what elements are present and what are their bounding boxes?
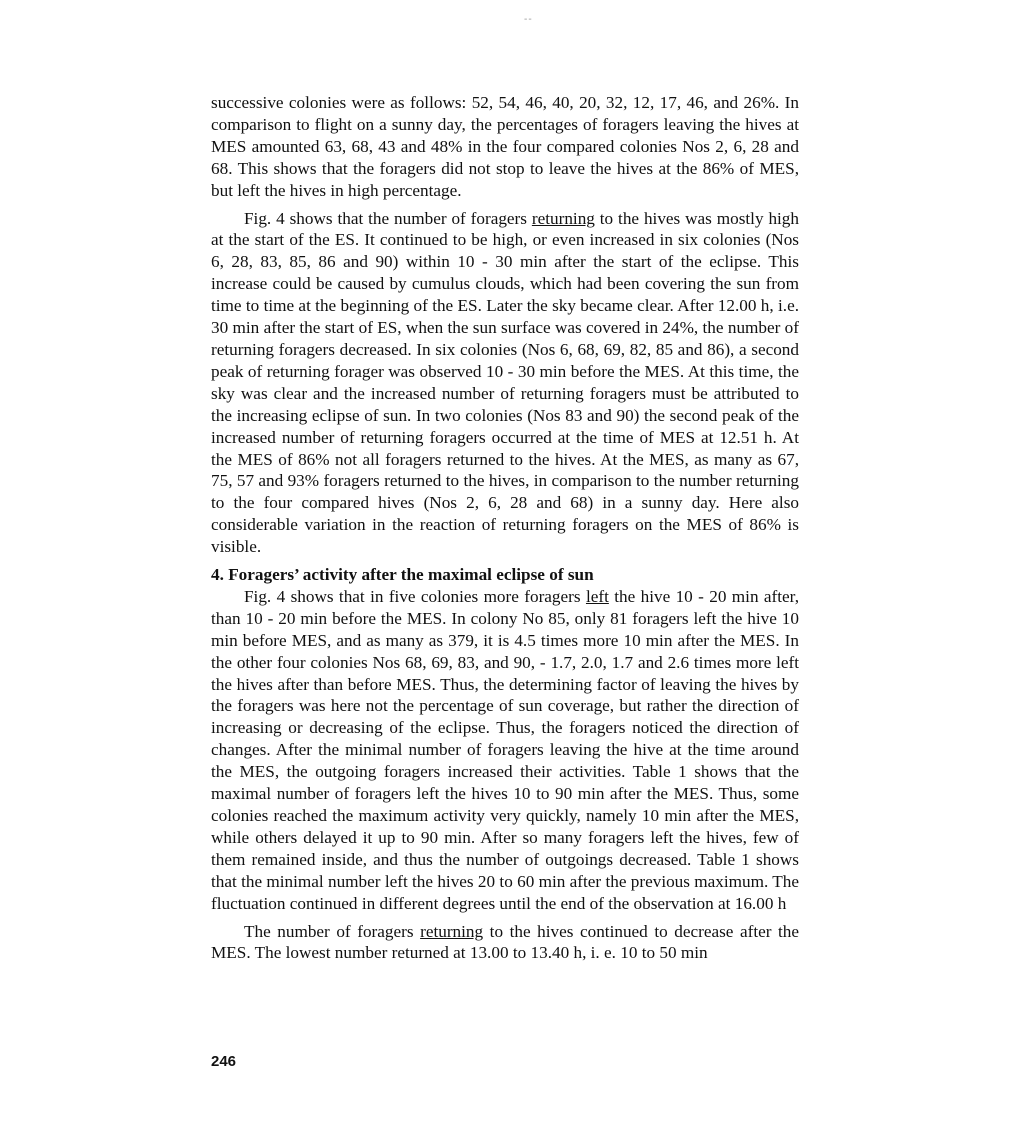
section-heading: 4. Foragers’ activity after the maximal eclipse of sun [211,565,594,585]
paragraph-2-text-b: to the hives was mostly high at the start of the ES. It continued to be high, or even increased in six colonies (Nos 6, 28, 83, 85, 86 and 90) within 10 - 30 min after the start of the eclipse. This increase could be caused by cumulus clouds, which had been covering the sun from time to time at the beginning of the ES. Later the sky became clear. After 12.00 h, i.e. 30 min after the start of ES, when the sun surface was covered in 24%, the number of returning foragers decreased. In six colonies (Nos 6, 68, 69, 82, 85 and 86), a second peak of returning forager was observed 10 - 30 min before the MES. At this time, the sky was clear and the increased number of returning foragers must be attributed to the increasing eclipse of sun. In two colonies (Nos 83 and 90) the second peak of the increased number of returning foragers occurred at the time of MES at 12.51 h. At the MES of 86% not all foragers returned to the hives. At the MES, as many as 67, 75, 57 and 93% foragers returned to the hives, in comparison to the number returning to the four compared hives (Nos 2, 6, 28 and 68) in a sunny day. Here also considerable variation in the reaction of returning foragers on the MES of 86% is visible. [211,208,799,557]
underlined-word-left: left [585,586,609,606]
paragraph-4 [211,921,799,965]
scan-mark: -- [524,14,533,25]
page-body [211,92,799,964]
paragraph-4-text-b: to the hives continued to decrease after the MES. The lowest number returned at 13.00 to 13.40 h, i. e. 10 to 50 min [211,921,799,963]
paragraph-1: successive colonies were as follows: 52, 54, 46, 40, 20, 32, 12, 17, 46, and 26%. In comparison to flight on a sunny day, the percentages of foragers leaving the hives at MES amounted 63, 68, 43 and 48% in the four compared colonies Nos 2, 6, 28 and 68. This shows that the foragers did not stop to leave the hives at the 86% of MES, but left the hives in high percentage. [211,93,799,200]
paragraph-3 [211,586,799,915]
paragraph-2 [211,208,799,559]
paragraph-4-text-a: The number of foragers [244,921,421,941]
paragraph-3-text-b: the hive 10 - 20 min after, than 10 - 20 min before the MES. In colony No 85, only 81 foragers left the hive 10 min before MES, and as many as 379, it is 4.5 times more 10 min after the MES. In the other four colonies Nos 68, 69, 83, and 90, - 1.7, 2.0, 1.7 and 2.6 times more left the hives after than before MES. Thus, the determining factor of leaving the hives by the foragers was here not the percentage of sun coverage, but rather the direction of increasing or decreasing of the eclipse. Thus, the foragers noticed the direction of changes. After the minimal number of foragers leaving the hive at the time around the MES, the outgoing foragers increased their activities. Table 1 shows that the maximal number of foragers left the hives 10 to 90 min after the MES. Thus, some colonies reached the maximum activity very quickly, namely 10 min after the MES, while others delayed it up to 90 min. After so many foragers left the hives, few of them remained inside, and thus the number of outgoings decreased. Table 1 shows that the minimal number left the hives 20 to 60 min after the previous maximum. The fluctuation continued in different degrees until the end of the observation at 16.00 h [211,586,800,913]
underlined-word-returning-2: returning [420,921,484,941]
paragraph-2-text-a: Fig. 4 shows that the number of foragers [244,208,532,228]
underlined-word-returning: returning [531,208,595,228]
paragraph-3-text-a: Fig. 4 shows that in five colonies more foragers [244,586,586,606]
page-number: 246 [211,1053,237,1070]
